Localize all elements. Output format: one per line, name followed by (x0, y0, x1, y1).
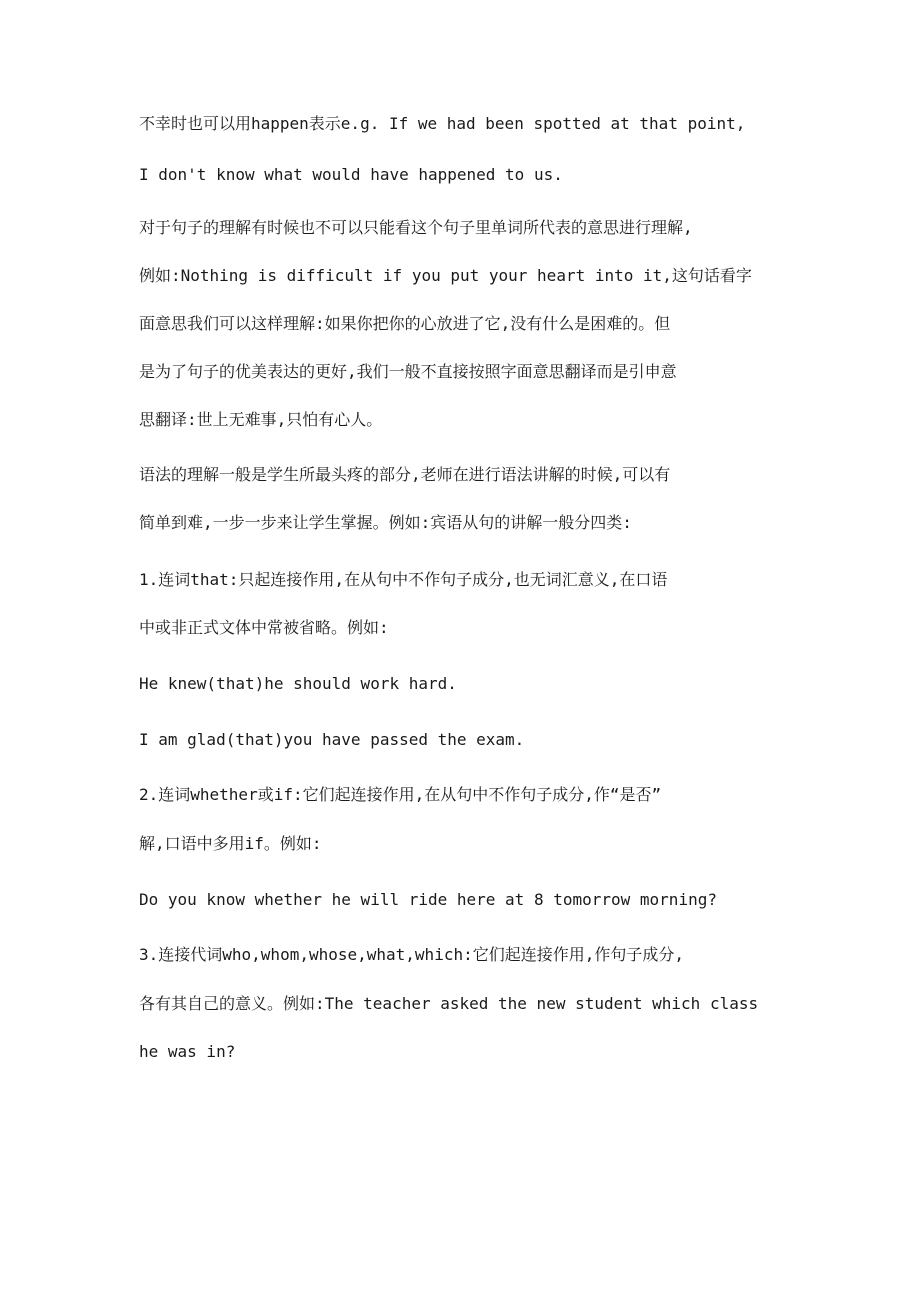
text-line: 中或非正式文体中常被省略。例如: (139, 618, 389, 637)
text-line: 是为了句子的优美表达的更好,我们一般不直接按照字面意思翻译而是引申意 (139, 362, 677, 381)
text-line: 各有其自己的意义。例如:The teacher asked the new student which class (139, 994, 759, 1013)
text-line: 语法的理解一般是学生所最头疼的部分,老师在进行语法讲解的时候,可以有 (139, 465, 671, 484)
text-line: He knew(that)he should work hard. (139, 674, 457, 693)
text-line: 面意思我们可以这样理解:如果你把你的心放进了它,没有什么是困难的。但 (139, 314, 671, 333)
text-line: 对于句子的理解有时候也不可以只能看这个句子里单词所代表的意思进行理解, (139, 218, 693, 237)
text-line: he was in? (139, 1042, 236, 1061)
text-line: I don't know what would have happened to us. (139, 165, 563, 184)
text-line: 思翻译:世上无难事,只怕有心人。 (139, 410, 383, 429)
text-line: 例如:Nothing is difficult if you put your heart into it,这句话看字 (139, 266, 752, 285)
text-line: 2.连词whether或if:它们起连接作用,在从句中不作句子成分,作“是否” (139, 785, 662, 804)
text-line: I am glad(that)you have passed the exam. (139, 730, 525, 749)
text-line: Do you know whether he will ride here at 8 tomorrow morning? (139, 890, 717, 909)
text-line: 不幸时也可以用happen表示e.g. If we had been spotted at that point, (139, 114, 746, 133)
text-line: 解,口语中多用if。例如: (139, 834, 322, 853)
text-line: 3.连接代词who,whom,whose,what,which:它们起连接作用,作句子成分, (139, 945, 684, 964)
text-line: 1.连词that:只起连接作用,在从句中不作句子成分,也无词汇意义,在口语 (139, 570, 668, 589)
text-line: 简单到难,一步一步来让学生掌握。例如:宾语从句的讲解一般分四类: (139, 513, 632, 532)
